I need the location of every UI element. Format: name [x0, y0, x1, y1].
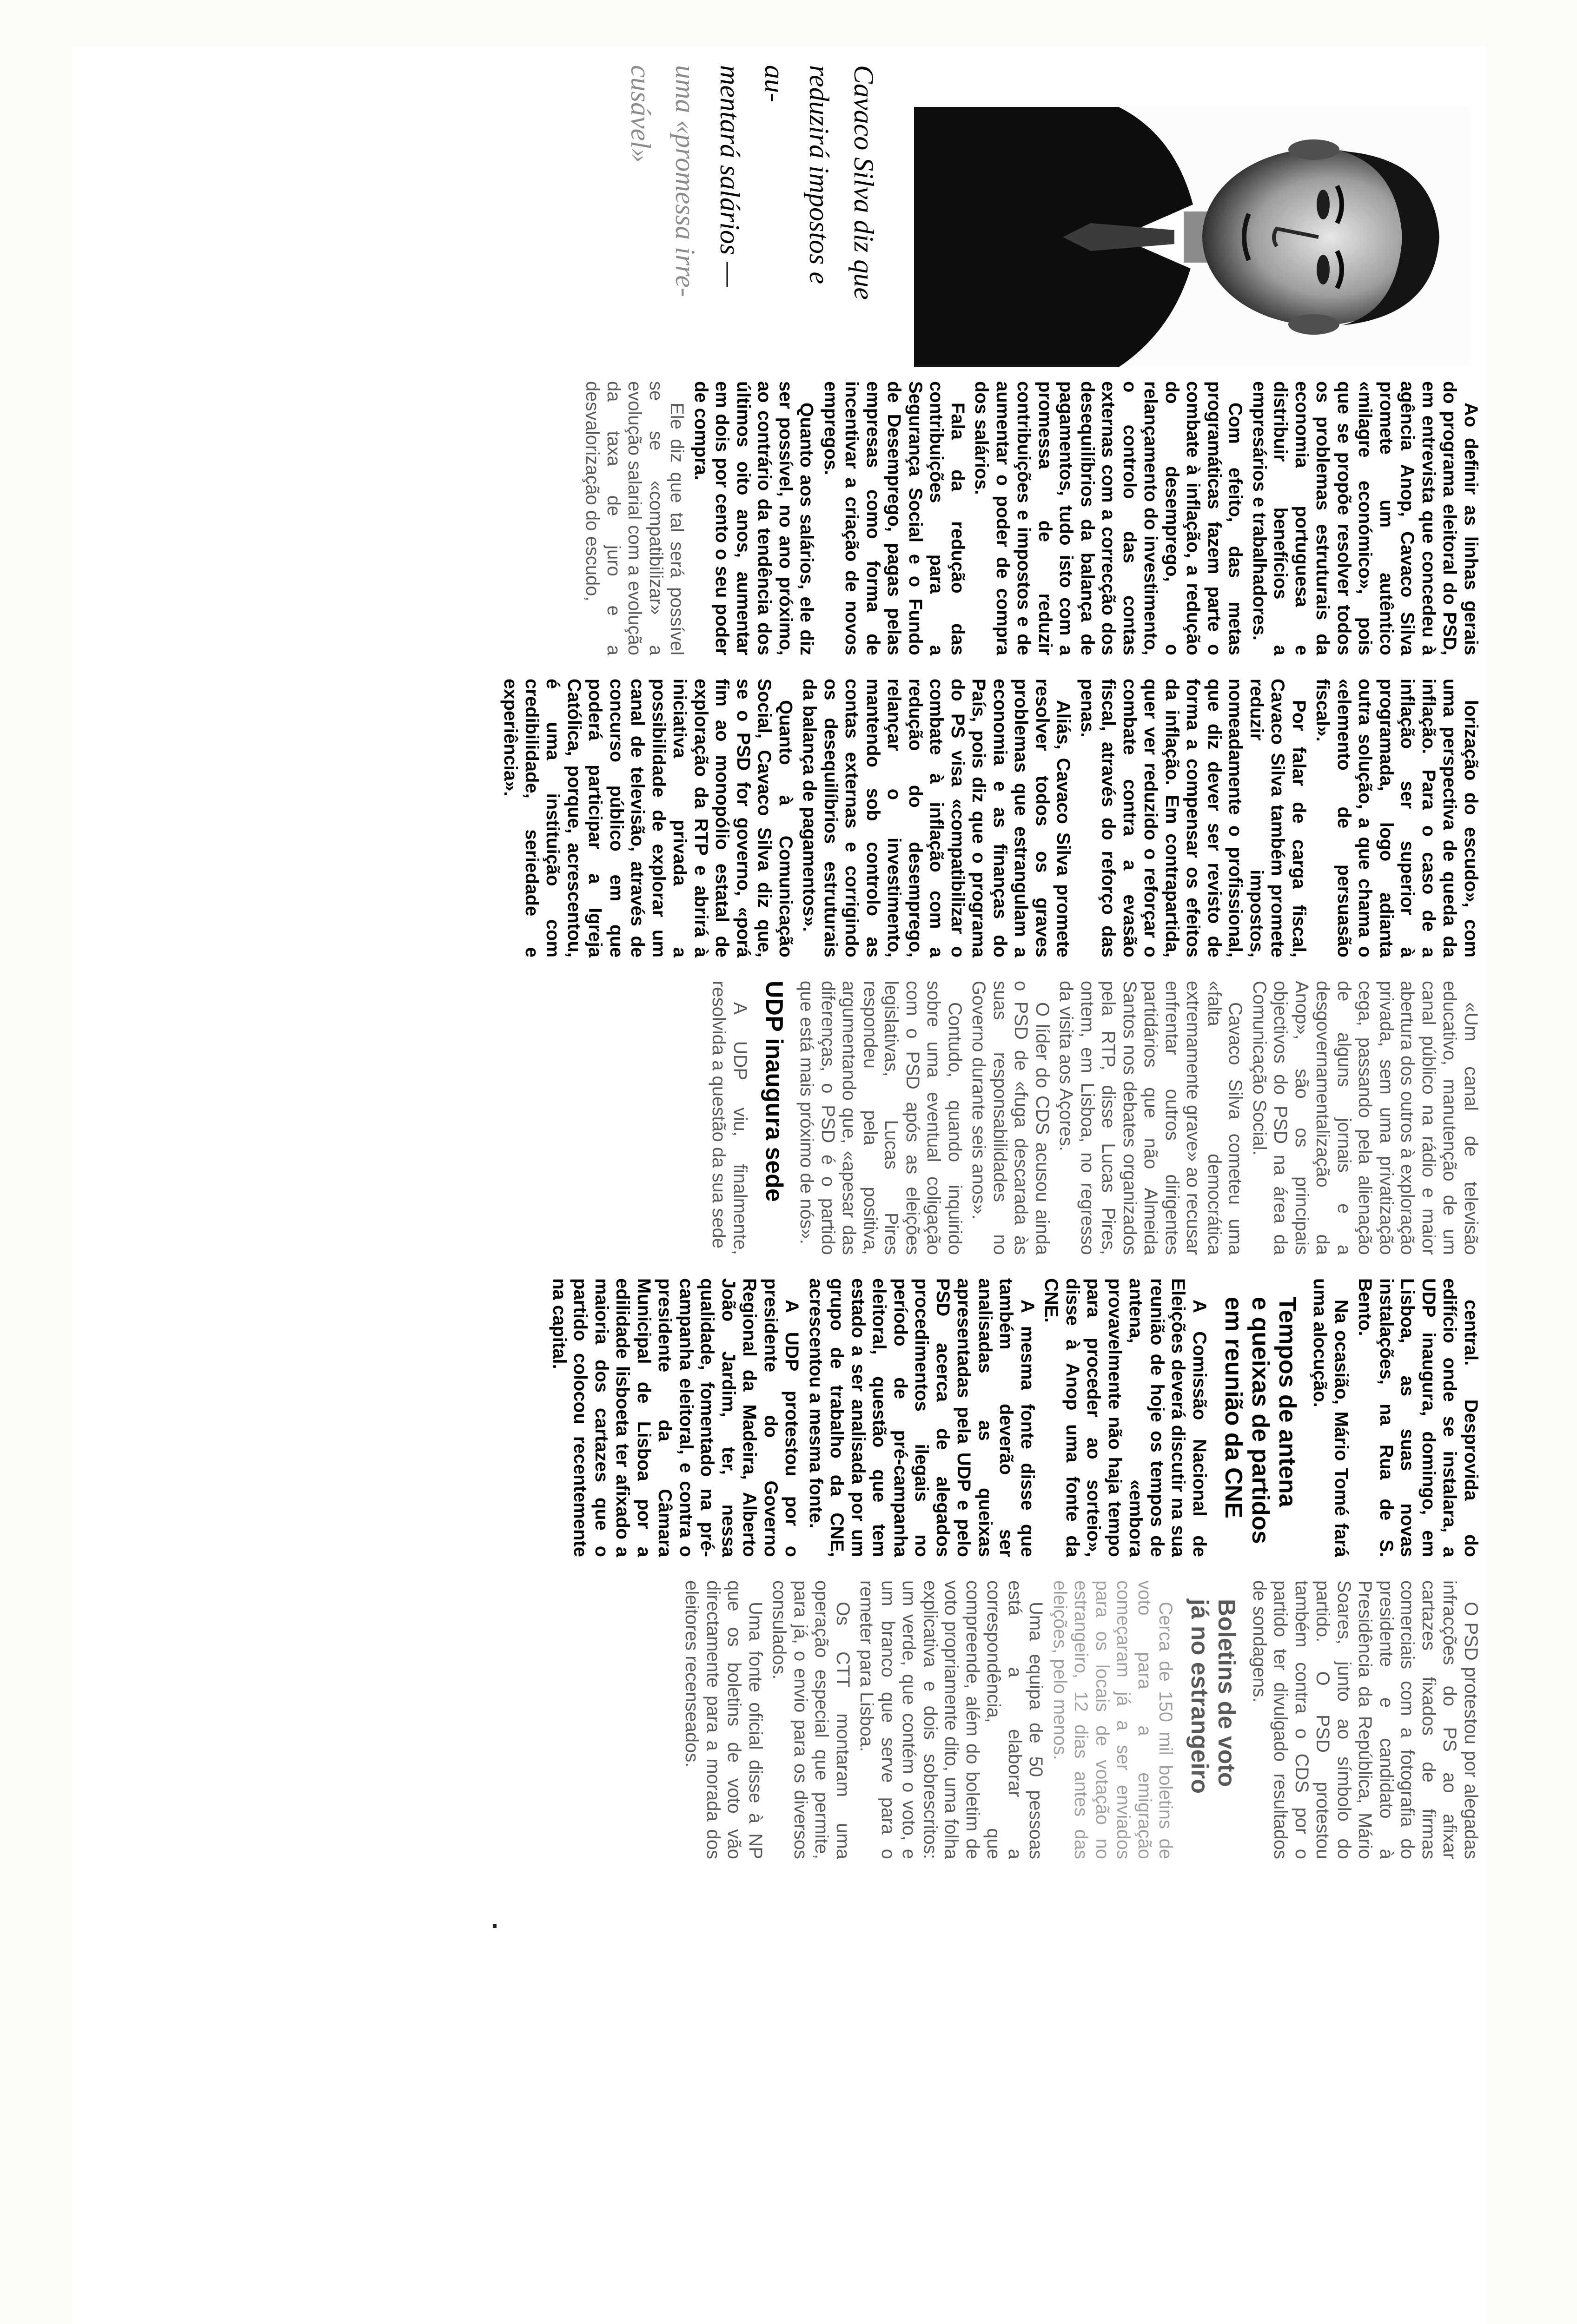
paragraph: Uma fonte oficial disse à NP que os boletins de voto vão directamente para a morada dos eleitores recenseados. — [682, 1580, 766, 1859]
paragraph: O líder do CDS acusou ainda o PSD de «fuga descarada às suas responsabilidades no Governo durante seis anos». — [968, 981, 1053, 1255]
paragraph: A UDP viu, finalmente, resolvida a questão da sua sede — [709, 981, 750, 1255]
paragraph: A mesma fonte disse que também deverão ser analisadas as queixas apresentadas pela UDP e pelo PSD acerca de alegados procedimentos ilegais no período de pré-campanha eleitoral, questão que tem estado a ser analisada por um grupo de trabalho da CNE, acrescentou a mesma fonte. — [806, 1278, 1038, 1557]
scan-speck — [493, 1924, 497, 1928]
paragraph: Contudo, quando inquirido sobre uma eventual coligação com o PSD após as eleições legislativas, Lucas Pires respondeu pela positiva, argumentando que, «apesar das diferenças, o PSD é o partido que está mais próximo de nós». — [796, 981, 965, 1255]
newspaper-page — [73, 46, 1486, 2324]
article-column-2 — [82, 679, 1481, 957]
article-column-3 — [82, 981, 1481, 1255]
paragraph: Cavaco Silva cometeu uma «falta democrática extremamente grave» ao recusar enfrentar outros dirigentes partidários que não Almeida Santos nos debates organizados pela RTP, disse Lucas Pires, ontem, em Lisboa, no regresso da visita aos Açores. — [1056, 981, 1246, 1255]
heading-line: Boletins de voto — [1213, 1599, 1240, 1787]
heading-line: já no estrangeiro — [1186, 1599, 1213, 1794]
section-heading — [1186, 1580, 1240, 1859]
paragraph: Por falar de carga fiscal, Cavaco Silva também promete reduzir impostos, nomeadamente o profissional, que diz dever ser revisto de forma a compensar os efeitos da inflação. Em contrapartida, quer ver reduzido o reforçar o combate contra a evasão fiscal, através do reforço das penas. — [1077, 679, 1309, 957]
caption-line: reduzirá impostos e au- — [759, 65, 835, 284]
paragraph: Com efeito, das metas programáticas fazem parte o combate à inflação, a redução do desemprego, o relançamento do investimento, o controlo das contas externas com a correcção dos desequilíbrios da balança de pagamentos, tudo isto com a promessa de reduzir contribuições e impostos e de aumentar o poder de compra dos salários. — [971, 381, 1246, 655]
article-column-1 — [82, 381, 1481, 655]
paragraph: Quanto à Comunicação Social, Cavaco Silva diz que, se o PSD for governo, «porá fim ao monopólio estatal de exploração da RTP e abrirá à iniciativa privada a possibilidade de explorar um canal de televisão, através de concurso público em que poderá participar a Igreja Católica, porque, acrescentou, é uma instituição com credibilidade, seriedade e experiência». — [500, 679, 796, 957]
paragraph: O PSD protestou por alegadas infracções do PS ao afixar cartazes fixados de firmas comerciais com a fotografia do presidente e candidato à Presidência da República, Mário Soares, junto ao símbolo do partido. O PSD protestou também contra o CDS por o partido ter divulgado resultados de sondagens. — [1249, 1580, 1481, 1859]
section-heading: UDP inaugura sede — [761, 981, 788, 1202]
paragraph: central. Desprovida do edifício onde se instalara, a UDP inaugura, domingo, em Lisboa, as suas novas instalações, na Rua de S. Bento. — [1355, 1278, 1481, 1557]
paragraph: Fala da redução das contribuições para a Segurança Social e o Fundo de Desemprego, pagas pelas empresas como forma de incentivar a criação de novos empregos. — [821, 381, 968, 655]
section-heading — [1220, 1278, 1301, 1557]
paragraph: Aliás, Cavaco Silva promete resolver todos os graves problemas que estrangulam a economia e as finanças do País, pois diz que o programa do PS visa «compatibilizar o combate à inflação com a redução do desemprego, relançar o investimento, mantendo sob controlo as contas externas e corrigindo os desequilíbrios estruturais da balança de pagamentos». — [799, 679, 1074, 957]
caption-line: mentará salários — — [715, 65, 745, 287]
paragraph: lorização do escudo», com uma perspectiva de queda da inflação. Para o caso de a inflação ser superior à programada, logo adianta outra solução, a que chama o «elemento de persuasão fiscal». — [1312, 679, 1481, 957]
caption-line: Cavaco Silva diz que — [848, 65, 879, 300]
caption-line: cusável» — [625, 65, 656, 163]
paragraph: Cerca de 150 mil boletins de voto para a emigração começaram já a ser enviados para os locais de votação no estrangeiro, 12 dias antes das eleições, pelo menos. — [1050, 1580, 1176, 1859]
heading-line: e queixas de partidos — [1247, 1297, 1274, 1544]
paragraph: Os CTT montaram uma operação especial que permite, para já, o envio para os diversos consulados. — [769, 1580, 853, 1859]
paragraph: A Comissão Nacional de Eleições deverá discutir na sua reunião de hoje os tempos de antena, «embora provavelmente não haja tempo para proceder ao sorteio», disse à Anop uma fonte da CNE. — [1041, 1278, 1210, 1557]
heading-line: em reunião da CNE — [1220, 1297, 1247, 1519]
paragraph: Ele diz que tal será possível se se «compatibilizar» a evolução salarial com a evolução da taxa de juro e a desvalorização do escudo, — [582, 381, 688, 655]
portrait-photo — [914, 107, 1472, 367]
paragraph: Uma equipa de 50 pessoas está a elaborar a correspondência, que compreende, além do boletim de voto propriamente dito, uma folha explicativa e dois sobrescritos: um verde, que contém o voto, e um branco que serve para o remeter para Lisboa. — [856, 1580, 1047, 1859]
paragraph: Na ocasião, Mário Tomé fará uma alocução. — [1310, 1278, 1352, 1557]
article-column-5 — [82, 1580, 1481, 1859]
photo-caption — [618, 65, 886, 325]
caption-line: uma «promessa irre- — [670, 65, 701, 297]
heading-line: Tempos de antena — [1274, 1297, 1301, 1507]
paragraph: A UDP protestou por o presidente do Governo Regional da Madeira, Alberto João Jardim, ter, nessa qualidade, fomentado na pré-campanha eleitoral, e contra o presidente da Câmara Municipal de Lisboa por a edilidade lisboeta ter afixado a maioria dos cartazes que o partido colocou recentemente na capital. — [549, 1278, 802, 1557]
paragraph: Ao definir as linhas gerais do programa eleitoral do PSD, em entrevista que concedeu à agência Anop, Cavaco Silva promete um autêntico «milagre económico», pois que se propõe resolver todos os problemas estruturais da economia portuguesa e distribuir benefícios a empresários e trabalhadores. — [1249, 381, 1481, 655]
paragraph: «Um canal de televisão educativo, manutenção de um canal público na rádio e maior abertura dos outros à exploração privada, sem uma privatização cega, passando pela alienação de alguns jornais e a desgovernamentalização da Anop», são os principais objectivos do PSD na área da Comunicação Social. — [1249, 981, 1481, 1255]
article-column-4 — [82, 1278, 1481, 1557]
paragraph: Quanto aos salários, ele diz ser possível, no ano próximo, ao contrário da tendência dos últimos oito anos, aumentar em dois por cento o seu poder de compra. — [691, 381, 817, 655]
